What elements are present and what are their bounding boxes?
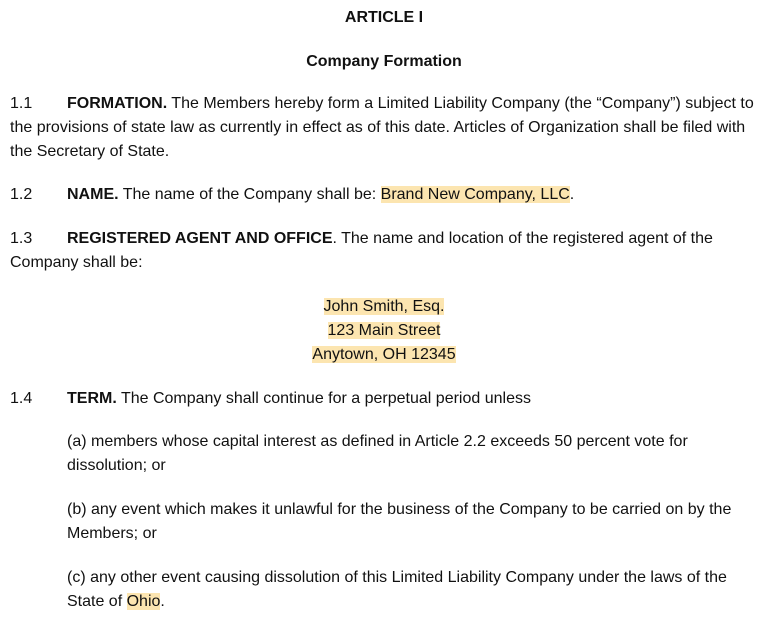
section-number: 1.2: [10, 186, 33, 203]
section-heading: FORMATION.: [67, 95, 168, 112]
section-text: The Company shall continue for a perpetual period unless: [116, 390, 531, 407]
term-item-c-end: .: [160, 593, 165, 610]
section-number: 1.1: [10, 95, 33, 112]
section-1-4: [10, 387, 758, 411]
section-heading: NAME.: [67, 186, 119, 203]
agent-city: Anytown, OH 12345: [312, 346, 456, 363]
section-text: The Members hereby form a Limited Liability Company (the “Company”) subject to the provisions of state law as currently in effect as of this date. Articles of Organization shall be filed with the Secretary of State.: [10, 95, 754, 160]
agent-city-line: [10, 343, 758, 367]
agent-street: 123 Main Street: [327, 322, 441, 339]
section-1-2: [10, 183, 758, 207]
company-name-highlight: Brand New Company, LLC: [380, 186, 570, 203]
section-number: 1.3: [10, 230, 33, 247]
section-heading: TERM.: [67, 390, 117, 407]
section-number: 1.4: [10, 390, 33, 407]
state-highlight: Ohio: [126, 593, 161, 610]
article-subtitle: Company Formation: [306, 53, 462, 70]
section-text-end: .: [569, 186, 575, 203]
section-heading: REGISTERED AGENT AND OFFICE: [67, 230, 333, 247]
term-item-a: (a) members whose capital interest as defined in Article 2.2 exceeds 50 percent vote for dissolution; or: [67, 433, 688, 474]
term-item-c: [67, 566, 758, 614]
agent-street-line: [10, 319, 758, 343]
section-1-1: [10, 92, 758, 164]
registered-agent-block: [10, 295, 758, 367]
article-title: ARTICLE I: [344, 9, 424, 26]
agent-name: John Smith, Esq.: [323, 298, 445, 315]
term-item-b: (b) any event which makes it unlawful for the business of the Company to be carried on by the Members; or: [67, 501, 732, 542]
section-text: . The name and location of the registered agent of the Company shall be:: [10, 230, 713, 271]
section-text: The name of the Company shall be:: [118, 186, 381, 203]
term-item-c-text: (c) any other event causing dissolution of this Limited Liability Company under the laws of the State of: [67, 569, 727, 610]
agent-name-line: [10, 295, 758, 319]
section-1-3: [10, 227, 758, 275]
